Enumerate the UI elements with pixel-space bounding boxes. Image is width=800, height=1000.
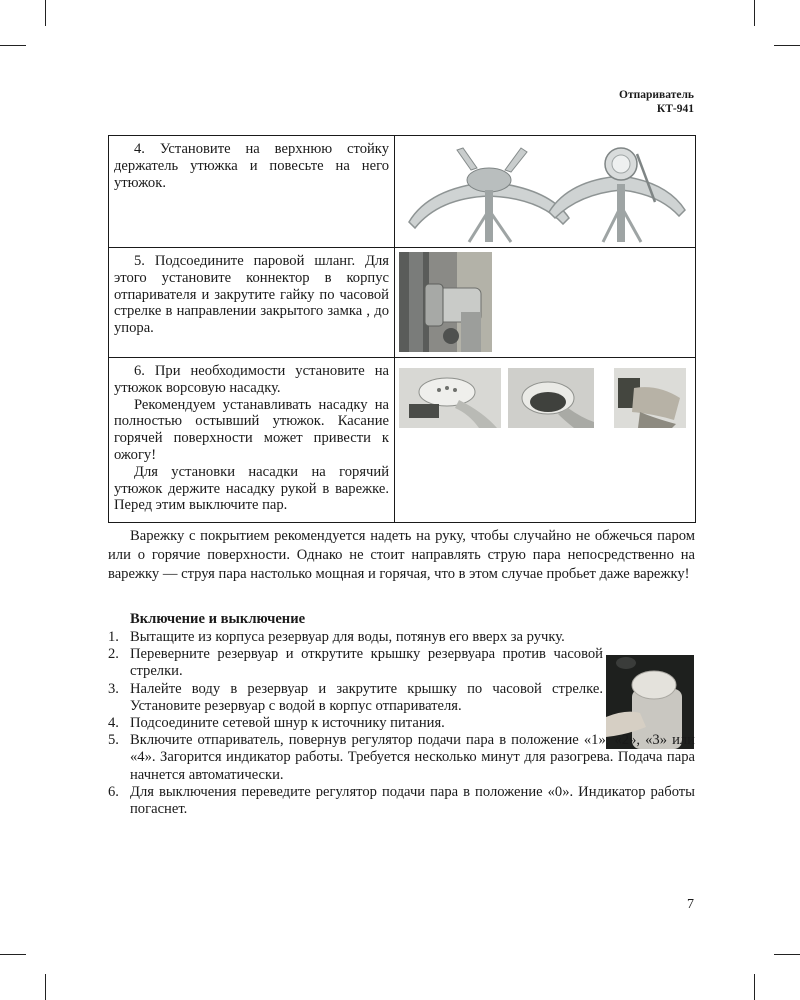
hanger-holder-photo xyxy=(399,140,691,244)
table-row-step-5 xyxy=(109,248,696,358)
table-row-step-4 xyxy=(109,136,696,248)
step-6-image-cell xyxy=(395,358,696,523)
crop-mark-bottom-left-h xyxy=(0,954,26,955)
step-4-image-cell xyxy=(395,136,696,248)
brush-attachment-photo-1 xyxy=(399,368,501,428)
crop-mark-top-left-v xyxy=(45,0,46,26)
steps-table xyxy=(108,135,696,523)
step-6-text-2: Рекомендуем устанавливать насадку на полностью остывший утюжок. Касание горячей поверхности может привести к ожогу! xyxy=(114,396,389,463)
header-model: КТ-941 xyxy=(656,103,694,115)
step-5-image-cell xyxy=(395,248,696,358)
crop-mark-bottom-left-v xyxy=(45,974,46,1000)
mitten-note: Варежку с покрытием рекомендуется надеть на руку, чтобы случайно не обжечься паром или о горячие поверхности. Однако не стоит направлять струю пара непосредственно на варежку — струя пара настолько мощная и горячая, что в этом случае пробьет даже варежку! xyxy=(108,528,695,582)
crop-mark-bottom-right-h xyxy=(774,954,800,955)
list-item: 2. Переверните резервуар и открутите крышку резервуара против часовой стрелки. xyxy=(108,646,603,680)
crop-mark-top-left-h xyxy=(0,45,26,46)
list-item: 3. Налейте воду в резервуар и закрутите крышку по часовой стрелке. Установите резервуар с водой в корпус отпаривателя. xyxy=(108,680,603,714)
list-item: 5. Включите отпариватель, повернув регулятор подачи пара в положение «1», «2», «3» или «4». Загорится индикатор работы. Требуется несколько минут для разогрева. Подача пара начнется автоматически. xyxy=(108,732,695,783)
crop-mark-top-right-h xyxy=(774,45,800,46)
step-6-text-1: 6. При необходимости установите на утюжок ворсовую насадку. xyxy=(114,363,389,396)
crop-mark-bottom-right-v xyxy=(754,974,755,1000)
step-4-text-cell xyxy=(109,136,395,248)
running-header xyxy=(619,88,694,116)
header-title: Отпариватель xyxy=(619,89,694,101)
list-item: 6. Для выключения переведите регулятор подачи пара в положение «0». Индикатор работы погаснет. xyxy=(108,783,695,818)
brush-attachment-photo-2 xyxy=(508,368,594,428)
step-6-text-3: Для установки насадки на горячий утюжок держите насадку рукой в варежке. Перед этим выключите пар. xyxy=(114,463,389,514)
hose-connector-photo xyxy=(399,252,492,352)
brush-attachment-photo-3 xyxy=(614,368,686,428)
page-number: 7 xyxy=(687,897,694,912)
section-title: Включение и выключение xyxy=(130,611,306,627)
crop-mark-top-right-v xyxy=(754,0,755,26)
list-item: 4. Подсоедините сетевой шнур к источнику питания. xyxy=(108,715,445,732)
power-steps-list xyxy=(108,629,695,818)
table-row-step-6 xyxy=(109,358,696,523)
step-6-text-cell xyxy=(109,358,395,523)
step-4-text: 4. Установите на верхнюю стойку держатель утюжка и повесьте на него утюжок. xyxy=(114,141,389,191)
step-5-text-cell xyxy=(109,248,395,358)
step-5-text: 5. Подсоедините паровой шланг. Для этого установите коннектор в корпус отпаривателя и закрутите гайку по часовой стрелке в направлении закрытого замка , до упора. xyxy=(114,253,389,337)
list-item: 1. Вытащите из корпуса резервуар для воды, потянув его вверх за ручку. xyxy=(108,629,565,645)
